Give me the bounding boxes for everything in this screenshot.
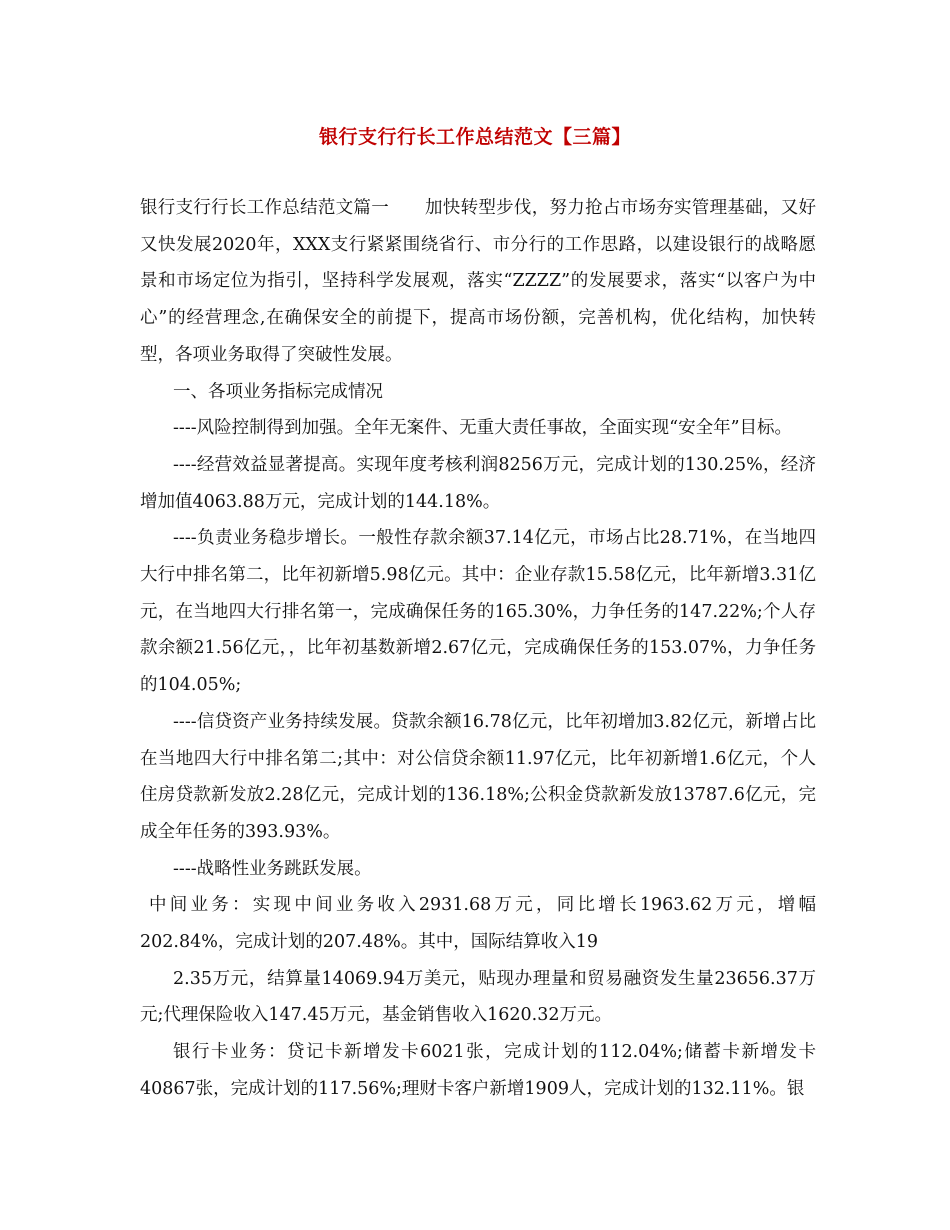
paragraph-middle-business-cont: 2.35万元，结算量14069.94万美元，贴现办理量和贸易融资发生量23656.37万元;代理保险收入147.45万元，基金销售收入1620.32万元。	[140, 968, 816, 1026]
intro-lead: 银行支行行长工作总结范文篇一	[140, 198, 389, 218]
paragraph-bank-card: 银行卡业务：贷记卡新增发卡6021张，完成计划的112.04%;储蓄卡新增发卡40867张，完成计划的117.56%;理财卡客户新增1909人，完成计划的132.11%。银	[140, 1042, 816, 1099]
paragraph-credit: ----信贷资产业务持续发展。贷款余额16.78亿元，比年初增加3.82亿元，新增占比在当地四大行中排名第二;其中：对公信贷余额11.97亿元，比年初新增1.6亿元，个人住房贷款新发放2.28亿元，完成计划的136.18%;公积金贷款新发放13787.6亿元，完成全年任务的393.93%。	[140, 711, 816, 842]
paragraph-liability: ----负责业务稳步增长。一般性存款余额37.14亿元，市场占比28.71%，在当地四大行中排名第二，比年初新增5.98亿元。其中：企业存款15.58亿元，比年新增3.31亿元，在当地四大行排名第一，完成确保任务的165.30%，力争任务的147.22%;个人存款余额21.56亿元，，比年初基数新增2.67亿元，完成确保任务的153.07%，力争任务的104.05%;	[140, 528, 816, 696]
intro-paragraph	[140, 190, 816, 374]
document-title: 银行支行行长工作总结范文【三篇】	[318, 126, 631, 148]
paragraph-strategic: ----战略性业务跳跃发展。	[173, 858, 372, 879]
paragraph-middle-business: 中间业务：实现中间业务收入2931.68万元，同比增长1963.62万元，增幅202.84%，完成计划的207.48%。其中，国际结算收入19	[140, 895, 816, 953]
paragraph-profit: ----经营效益显著提高。实现年度考核利润8256万元，完成计划的130.25%，经济增加值4063.88万元，完成计划的144.18%。	[140, 454, 816, 512]
paragraph-risk: ----风险控制得到加强。全年无案件、无重大责任事故，全面实现“安全年”目标。	[173, 418, 793, 439]
intro-text: 加快转型步伐，努力抢占市场夯实管理基础，又好又快发展2020年，XXX支行紧紧围绕省行、市分行的工作思路，以建设银行的战略愿景和市场定位为指引，坚持科学发展观，落实“ZZZZ”的发展要求，落实“以客户为中心”的经营理念,在确保安全的前提下，提高市场份额，完善机构，优化结构，加快转型，各项业务取得了突破性发展。	[140, 198, 816, 365]
section-heading: 一、各项业务指标完成情况	[173, 381, 383, 402]
document-body	[140, 190, 816, 1108]
